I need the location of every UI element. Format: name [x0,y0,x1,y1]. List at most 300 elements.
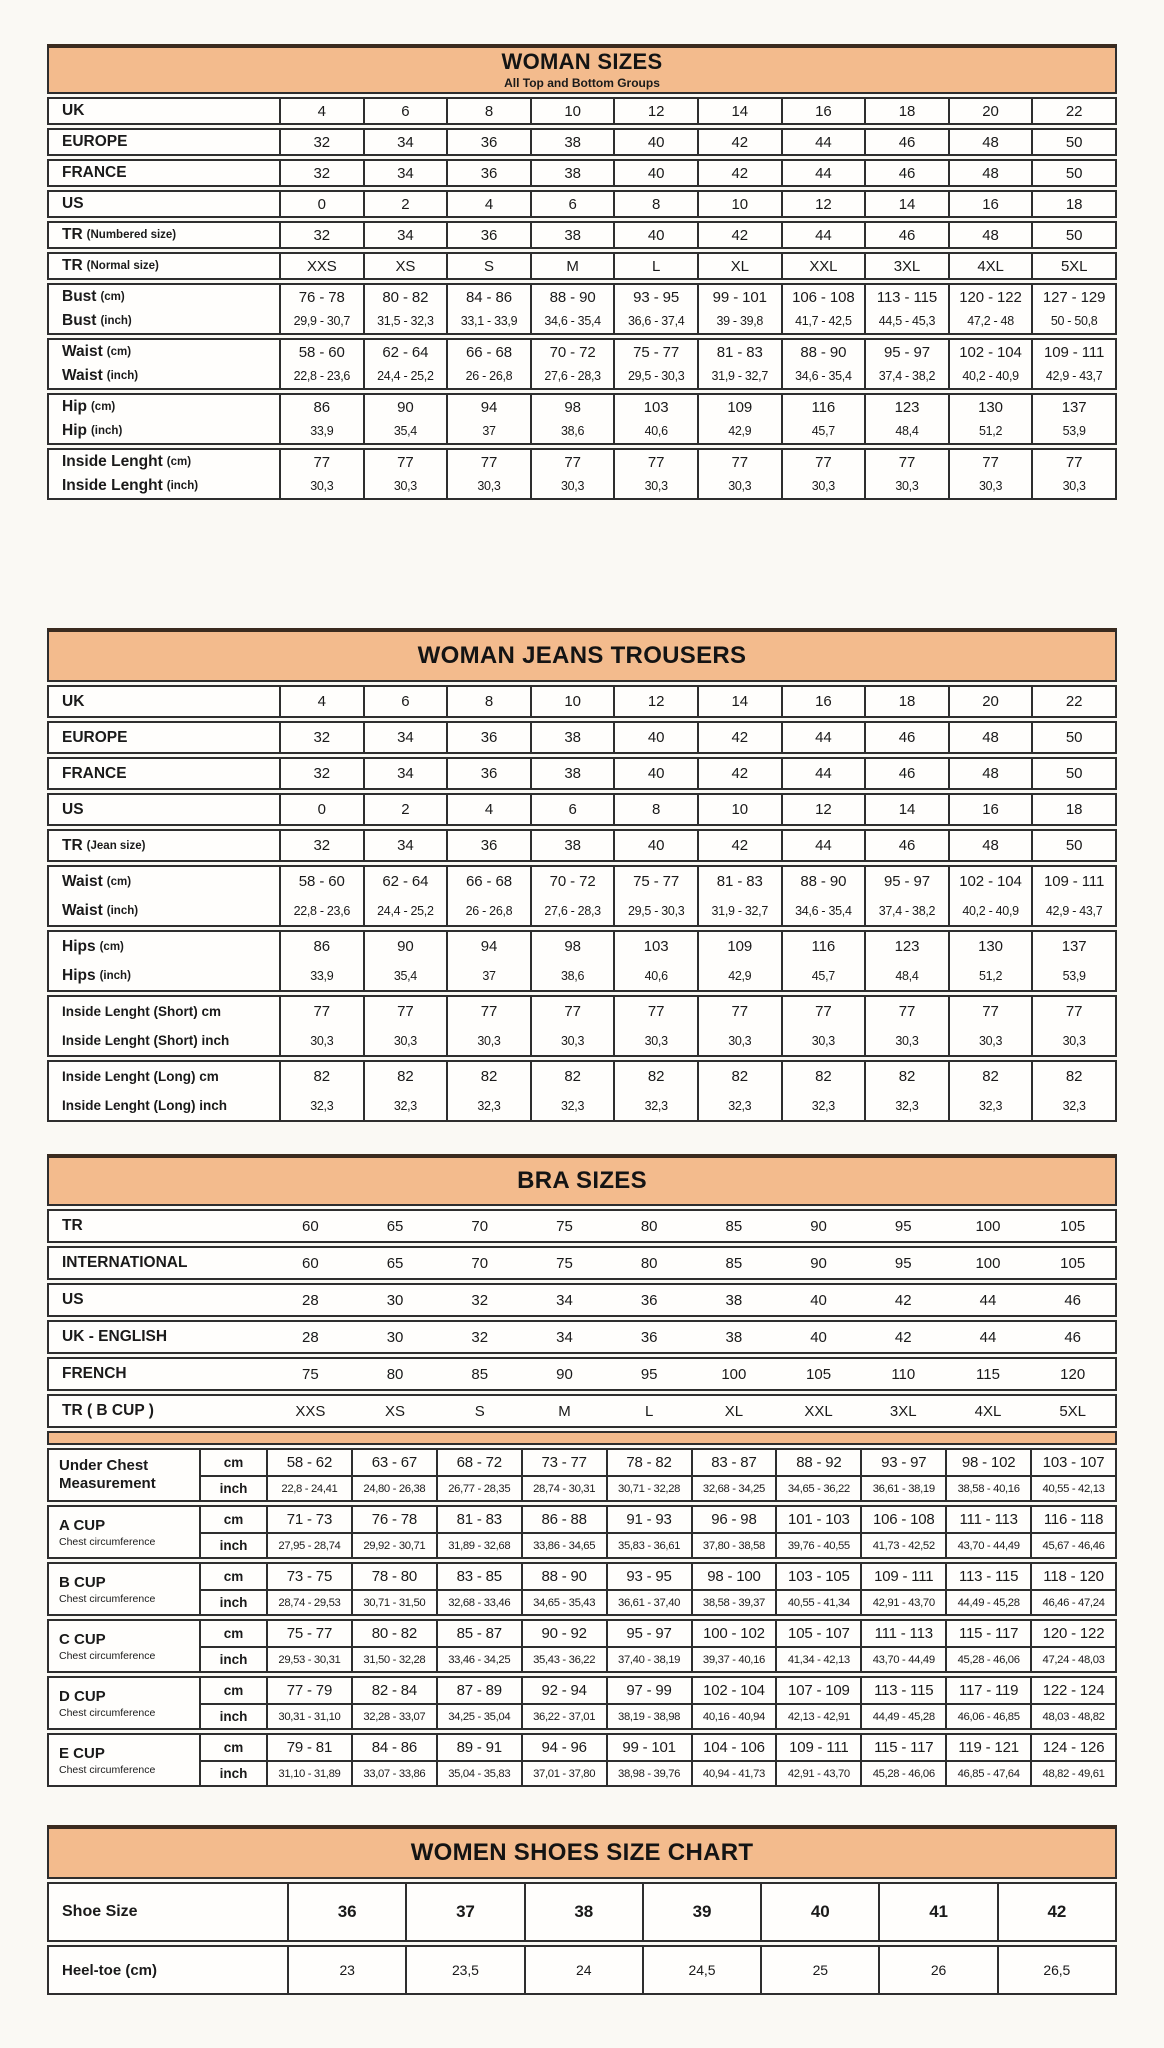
value-cell: 42 [697,831,781,860]
row-label [49,1026,279,1055]
value-cell: 34,6 - 35,4 [781,364,865,388]
value-cell: 103 [613,932,697,961]
row-label-note: (cm) [166,456,192,468]
value-cell: 98 - 102 [945,1450,1030,1475]
table-title: WOMAN SIZES [501,49,663,75]
value-cell: 77 [864,997,948,1026]
value-cell: 50 [1031,223,1115,247]
row-group [47,930,1117,992]
measurement-group [47,1733,1117,1787]
value-cell: 122 - 124 [1030,1678,1115,1703]
measurement-group [47,1448,1117,1502]
row-label-text: Waist [62,343,103,360]
value-cell: 60 [302,1217,319,1235]
value-cell: 10 [530,687,614,716]
value-cell: 42 [697,759,781,788]
value-cell: 34 [363,759,447,788]
value-cell: 10 [697,192,781,216]
value-cell: 51,2 [948,961,1032,990]
value-cell: 85 [471,1365,489,1383]
row-label-text: Inside Lenght (Long) cm [62,1069,219,1084]
value-cell: 42,9 [697,419,781,443]
row-label [49,896,279,925]
value-cell: 30,3 [530,1026,614,1055]
value-cell: 137 [1031,932,1115,961]
row-label [49,340,279,364]
value-cell: 42,91 - 43,70 [860,1589,945,1614]
row-label-text: Waist [62,367,103,384]
value-cell: 93 - 97 [860,1450,945,1475]
value-cell: 33,07 - 33,86 [351,1760,436,1785]
value-cell: 77 [446,450,530,474]
value-cell: 39,76 - 40,55 [775,1532,860,1557]
value-cell: 30,3 [530,474,614,498]
row-label-text: UK [62,102,85,119]
value-cell: 40 [613,831,697,860]
bra-size-row [47,1283,1117,1317]
value-cell: 32,3 [1031,1091,1115,1120]
value-cell: 77 [279,450,363,474]
table-title-bar [47,44,1117,94]
value-cell: 40 [613,723,697,752]
value-cell: 36 [287,1884,405,1940]
value-cell: 31,9 - 32,7 [697,364,781,388]
table-row [49,364,1115,388]
value-cell: 6 [363,99,447,123]
value-cell: 23,5 [405,1947,523,1993]
row-label [49,285,279,309]
value-cell: 41 [878,1884,996,1940]
value-cell: 46 [864,130,948,154]
women-shoes-size-chart-table [47,1825,1117,1995]
value-cell: 102 - 104 [948,340,1032,364]
value-cell: 77 [864,450,948,474]
value-cell: 36 [640,1291,658,1309]
row-label [49,99,279,123]
value-cell: 80 [640,1217,658,1235]
value-cell: 0 [279,795,363,824]
value-cell: 78 - 82 [606,1450,691,1475]
table-title: BRA SIZES [517,1167,647,1195]
table-row [49,130,1115,154]
row-label: INTERNATIONAL [62,1254,188,1271]
value-cell: 58 - 62 [266,1450,351,1475]
value-cell: 30,3 [363,1026,447,1055]
value-cell: XL [724,1402,744,1420]
value-cell: 118 - 120 [1030,1564,1115,1589]
value-cell: 98 - 100 [691,1564,776,1589]
value-cell: 27,6 - 28,3 [530,364,614,388]
value-cell: 32,3 [279,1091,363,1120]
row-group [47,448,1117,500]
value-cell: 70 [471,1217,489,1235]
group-label [49,1678,199,1728]
value-cell: 88 - 92 [775,1450,860,1475]
value-cell: 66 - 68 [446,867,530,896]
value-cell: 30,3 [363,474,447,498]
value-cell: 24 [524,1947,642,1993]
value-cell: 38,19 - 38,98 [606,1703,691,1728]
row-label [49,254,279,278]
value-cell: 4 [446,795,530,824]
value-cell: 34,65 - 36,22 [775,1475,860,1500]
value-cell: 77 [948,450,1032,474]
group-sublabel: Chest circumference [59,1763,156,1776]
value-cell: 4 [279,687,363,716]
value-cell: 44 [781,130,865,154]
row-label-note: (Numbered size) [86,229,177,241]
value-cell: 18 [864,99,948,123]
woman-sizes-table [47,44,1117,500]
value-cell: 40 [810,1291,827,1309]
row-label-text: FRANCE [62,164,127,181]
value-cell: 43,70 - 44,49 [860,1646,945,1671]
value-cell: 46 [1064,1328,1082,1346]
bra-sizes-table [47,1154,1117,1787]
value-cell: 80 - 82 [363,285,447,309]
value-cell: 90 [363,395,447,419]
value-cell: 120 [1060,1365,1086,1383]
value-cell: 38,6 [530,419,614,443]
value-cell: 38,58 - 40,16 [945,1475,1030,1500]
value-cell: 80 - 82 [351,1621,436,1646]
row-group [47,995,1117,1057]
value-cell: 75 - 77 [613,867,697,896]
value-cell: M [558,1402,571,1420]
group-label-text: E CUP [59,1744,105,1762]
size-row [47,128,1117,156]
row-label-text: Inside Lenght (Long) inch [62,1098,227,1113]
table-row [49,309,1115,333]
value-cell: 101 - 103 [775,1507,860,1532]
value-cell: 42 [697,130,781,154]
value-cell: 30,3 [697,474,781,498]
value-cell: 81 - 83 [697,340,781,364]
value-cell: 76 - 78 [351,1507,436,1532]
value-cell: 3XL [864,254,948,278]
value-cell: 35,04 - 35,83 [436,1760,521,1785]
value-cell: 47,2 - 48 [948,309,1032,333]
value-cell: 100 - 102 [691,1621,776,1646]
value-cell: 37,4 - 38,2 [864,896,948,925]
value-cell: 109 - 111 [775,1735,860,1760]
unit-label: cm [199,1507,266,1532]
value-cell: 39,37 - 40,16 [691,1646,776,1671]
row-label-text: Inside Lenght (Short) inch [62,1033,230,1048]
value-cell: 113 - 115 [860,1678,945,1703]
value-cell: 81 - 83 [697,867,781,896]
row-label-text: Bust [62,288,97,305]
value-cell: 40,16 - 40,94 [691,1703,776,1728]
value-cell: 31,5 - 32,3 [363,309,447,333]
value-cell: 34,6 - 35,4 [781,896,865,925]
value-cell: 32,3 [446,1091,530,1120]
row-label [49,867,279,896]
value-cell: 38 [530,130,614,154]
row-label [49,831,279,860]
value-cell: 77 [613,450,697,474]
value-cell: 116 - 118 [1030,1507,1115,1532]
value-cell: 120 - 122 [1030,1621,1115,1646]
value-cell: 16 [781,687,865,716]
value-cell: 34 [556,1328,573,1346]
value-cell: 77 [781,997,865,1026]
value-cell: 8 [446,687,530,716]
value-cell: 79 - 81 [266,1735,351,1760]
value-cell: 32 [279,723,363,752]
group-sublabel: Chest circumference [59,1592,156,1605]
value-cell: 95 - 97 [606,1621,691,1646]
value-cell: 106 - 108 [781,285,865,309]
value-cell: 24,5 [642,1947,760,1993]
value-cell: 32,68 - 34,25 [691,1475,776,1500]
value-cell: 117 - 119 [945,1678,1030,1703]
value-cell: 33,9 [279,961,363,990]
value-cell: 44 [781,831,865,860]
value-cell: 48,82 - 49,61 [1030,1760,1115,1785]
row-label-note: (cm) [100,291,125,303]
value-cell: 36,61 - 37,40 [606,1589,691,1614]
table-row [49,795,1115,824]
value-cell: 33,46 - 34,25 [436,1646,521,1671]
value-cell: 4 [446,192,530,216]
value-cell: 36 [640,1328,658,1346]
value-cell: S [446,254,530,278]
value-cell: 88 - 90 [781,867,865,896]
value-cell: 27,6 - 28,3 [530,896,614,925]
value-cell: 30,3 [948,474,1032,498]
table-title-bar [47,1154,1117,1206]
value-cell: 40 [613,223,697,247]
value-cell: 30,3 [1031,474,1115,498]
value-cell: 98 [530,932,614,961]
value-cell: 82 [948,1062,1032,1091]
value-cell: 30,3 [781,474,865,498]
value-cell: 109 [697,932,781,961]
value-cell: 78 - 80 [351,1564,436,1589]
unit-label: cm [199,1621,266,1646]
table-row [49,867,1115,896]
measurement-group [47,1562,1117,1616]
value-cell: 127 - 129 [1031,285,1115,309]
value-cell: 70 - 72 [530,867,614,896]
value-cell: 27,95 - 28,74 [266,1532,351,1557]
row-label-text: EUROPE [62,728,128,746]
group-label [49,1621,199,1671]
value-cell: 46,46 - 47,24 [1030,1589,1115,1614]
group-sublabel: Chest circumference [59,1535,156,1548]
row-label [49,961,279,990]
value-cell: 40 [760,1884,878,1940]
value-cell: 28,74 - 30,31 [521,1475,606,1500]
value-cell: 20 [948,99,1032,123]
table-row [49,450,1115,474]
value-cell: 42 [697,223,781,247]
value-cell: 45,28 - 46,06 [860,1760,945,1785]
value-cell: 40,94 - 41,73 [691,1760,776,1785]
row-label [49,419,279,443]
value-cell: 22,8 - 23,6 [279,896,363,925]
table-row [49,474,1115,498]
value-cell: 36,6 - 37,4 [613,309,697,333]
value-cell: 22 [1031,99,1115,123]
value-cell: 14 [864,192,948,216]
group-label-text: D CUP [59,1687,106,1705]
value-cell: 63 - 67 [351,1450,436,1475]
group-label [49,1507,199,1557]
value-cell: 44 [979,1291,997,1309]
value-cell: 123 [864,395,948,419]
row-label [49,364,279,388]
value-cell: 39 [642,1884,760,1940]
unit-label: inch [199,1703,266,1728]
value-cell: XL [697,254,781,278]
row-label-note: (inch) [100,315,132,327]
value-cell: 50 [1031,161,1115,185]
table-row [49,896,1115,925]
value-cell: 31,10 - 31,89 [266,1760,351,1785]
value-cell: 48 [948,723,1032,752]
value-cell: 14 [697,687,781,716]
value-cell: L [613,254,697,278]
value-cell: 83 - 87 [691,1450,776,1475]
value-cell: 110 [891,1365,916,1383]
value-cell: 24,80 - 26,38 [351,1475,436,1500]
value-cell: 51,2 [948,419,1032,443]
value-cell: 30,3 [1031,1026,1115,1055]
value-cell: 34 [363,723,447,752]
value-cell: 30 [386,1291,404,1309]
group-grid [199,1450,1115,1500]
value-cell: 107 - 109 [775,1678,860,1703]
value-cell: 36,22 - 37,01 [521,1703,606,1728]
table-body [47,1209,1117,1787]
row-group [47,283,1117,335]
value-cell: 86 [279,395,363,419]
value-cell: 14 [864,795,948,824]
value-cell: 34,6 - 35,4 [530,309,614,333]
table-row [49,1026,1115,1055]
value-cell: 29,5 - 30,3 [613,896,697,925]
unit-label: inch [199,1475,266,1500]
value-cell: 105 [806,1365,832,1383]
value-cell: 75 - 77 [266,1621,351,1646]
value-cell: 77 [1031,450,1115,474]
value-cell: 109 - 111 [1031,340,1115,364]
value-cell: 105 - 107 [775,1621,860,1646]
row-label-text: TR [62,226,83,243]
value-cell: 30,3 [781,1026,865,1055]
size-row [47,190,1117,218]
row-label-note: (inch) [106,370,139,382]
value-cell: 32,68 - 33,46 [436,1589,521,1614]
value-cell: 38,6 [530,961,614,990]
value-cell: 28,74 - 29,53 [266,1589,351,1614]
value-cell: 44,5 - 45,3 [864,309,948,333]
size-row [47,721,1117,754]
row-label-text: Hip [62,398,87,415]
value-cell: 50 [1031,723,1115,752]
value-cell: 34 [363,161,447,185]
value-cell: 35,4 [363,419,447,443]
value-cell: 82 [613,1062,697,1091]
value-cell: 8 [446,99,530,123]
value-cell: 109 - 111 [1031,867,1115,896]
row-label-text: US [62,195,84,212]
value-cell: 32 [279,831,363,860]
value-cell: 88 - 90 [530,285,614,309]
size-row [47,159,1117,187]
unit-label: inch [199,1589,266,1614]
value-cell: 10 [697,795,781,824]
value-cell: 44 [781,223,865,247]
value-cell: 70 - 72 [530,340,614,364]
bra-size-row [47,1320,1117,1354]
value-cell: 130 [948,932,1032,961]
value-cell: 90 [363,932,447,961]
value-cell: 8 [613,192,697,216]
group-grid [199,1621,1115,1671]
value-cell: 32 [279,759,363,788]
row-label-note: (inch) [90,425,123,437]
value-cell: 34 [363,223,447,247]
value-cell: 38,98 - 39,76 [606,1760,691,1785]
value-cell: 48 [948,223,1032,247]
value-cell: 130 [948,395,1032,419]
table-body [47,1882,1117,1995]
value-cell: 90 - 92 [521,1621,606,1646]
value-cell: 45,67 - 46,46 [1030,1532,1115,1557]
row-label [49,192,279,216]
value-cell: 32,3 [781,1091,865,1120]
row-label: TR [62,1217,83,1234]
value-cell: 88 - 90 [521,1564,606,1589]
value-cell: 38,58 - 39,37 [691,1589,776,1614]
value-cell: 77 [1031,997,1115,1026]
unit-label: inch [199,1646,266,1671]
value-cell: 43,70 - 44,49 [945,1532,1030,1557]
value-cell: 42,13 - 42,91 [775,1703,860,1728]
value-cell: 68 - 72 [436,1450,521,1475]
value-cell: 39 - 39,8 [697,309,781,333]
table-row [49,285,1115,309]
value-cell: 16 [781,99,865,123]
row-label-text: Inside Lenght [62,477,163,494]
value-cell: S [474,1402,485,1420]
row-label [49,130,279,154]
row-label-text: TR [62,257,83,274]
value-cell: 3XL [889,1402,917,1420]
value-cell: 46 [1064,1291,1082,1309]
value-cell: 111 - 113 [860,1621,945,1646]
row-label-text: Hips [62,937,96,955]
value-cell: L [644,1402,654,1420]
row-group [47,338,1117,390]
value-cell: 30,71 - 31,50 [351,1589,436,1614]
value-cell: 104 - 106 [691,1735,776,1760]
shoe-row [47,1882,1117,1942]
table-body [47,685,1117,1122]
value-cell: 37,01 - 37,80 [521,1760,606,1785]
value-cell: 48 [948,759,1032,788]
value-cell: 33,9 [279,419,363,443]
value-cell: 34 [556,1291,573,1309]
row-label [49,309,279,333]
value-cell: 105 [1060,1254,1086,1272]
value-cell: 44 [979,1328,997,1346]
value-cell: 30,3 [446,474,530,498]
value-cell: 77 [697,450,781,474]
